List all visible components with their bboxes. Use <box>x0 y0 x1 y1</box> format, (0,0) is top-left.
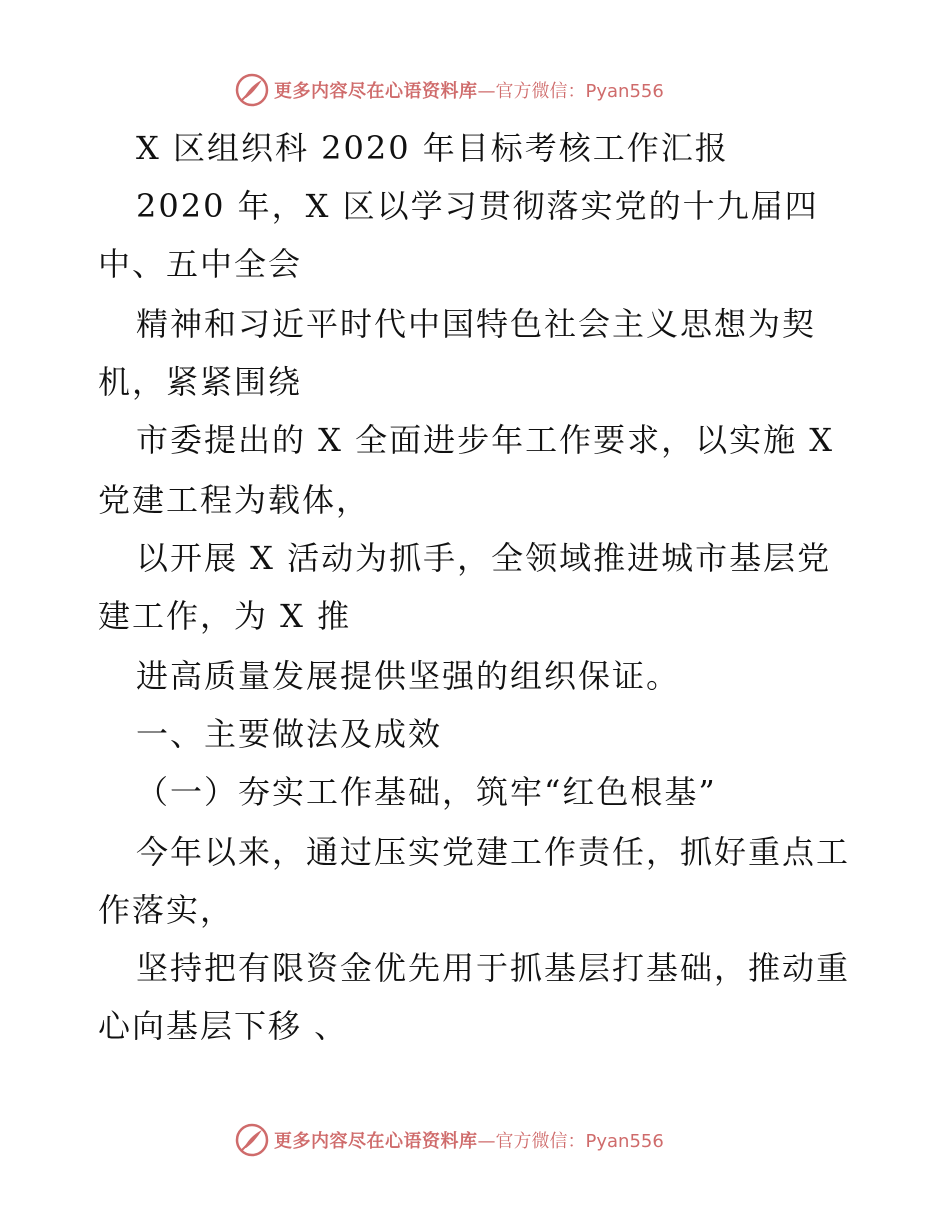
watermark-contact: —官方微信：Pyan556 <box>477 81 664 102</box>
paragraph-line: 以开展 X 活动为抓手，全领域推进城市基层党 <box>136 539 832 577</box>
paragraph-line: 今年以来，通过压实党建工作责任，抓好重点工 <box>136 833 851 871</box>
paragraph-line: 精神和习近平时代中国特色社会主义思想为契 <box>136 305 817 343</box>
section-heading: 一、主要做法及成效 <box>136 715 443 753</box>
paragraph-line: 建工作，为 X 推 <box>98 597 352 635</box>
paragraph-line: 党建工程为载体， <box>98 481 371 519</box>
paragraph-line: 心向基层下移 、 <box>98 1007 349 1045</box>
paragraph-line: 中、五中全会 <box>98 245 303 283</box>
paragraph-line: 坚持把有限资金优先用于抓基层打基础，推动重 <box>136 949 851 987</box>
feather-logo-icon <box>234 1122 270 1158</box>
watermark-contact: —官方微信：Pyan556 <box>477 1131 664 1152</box>
watermark-banner-bottom <box>234 1120 664 1160</box>
watermark-text: 更多内容尽在心语资料库 <box>274 81 478 102</box>
document-title: X 区组织科 2020 年目标考核工作汇报 <box>136 129 729 167</box>
paragraph-line: 机，紧紧围绕 <box>98 363 303 401</box>
paragraph-line: 市委提出的 X 全面进步年工作要求，以实施 X <box>136 421 835 459</box>
watermark-text: 更多内容尽在心语资料库 <box>274 1131 478 1152</box>
paragraph-line: 进高质量发展提供坚强的组织保证。 <box>136 657 681 695</box>
subsection-heading: （一）夯实工作基础，筑牢“红色根基” <box>136 773 717 811</box>
paragraph-line: 作落实， <box>98 891 235 929</box>
paragraph-line: 2020 年，X 区以学习贯彻落实党的十九届四 <box>136 187 819 225</box>
